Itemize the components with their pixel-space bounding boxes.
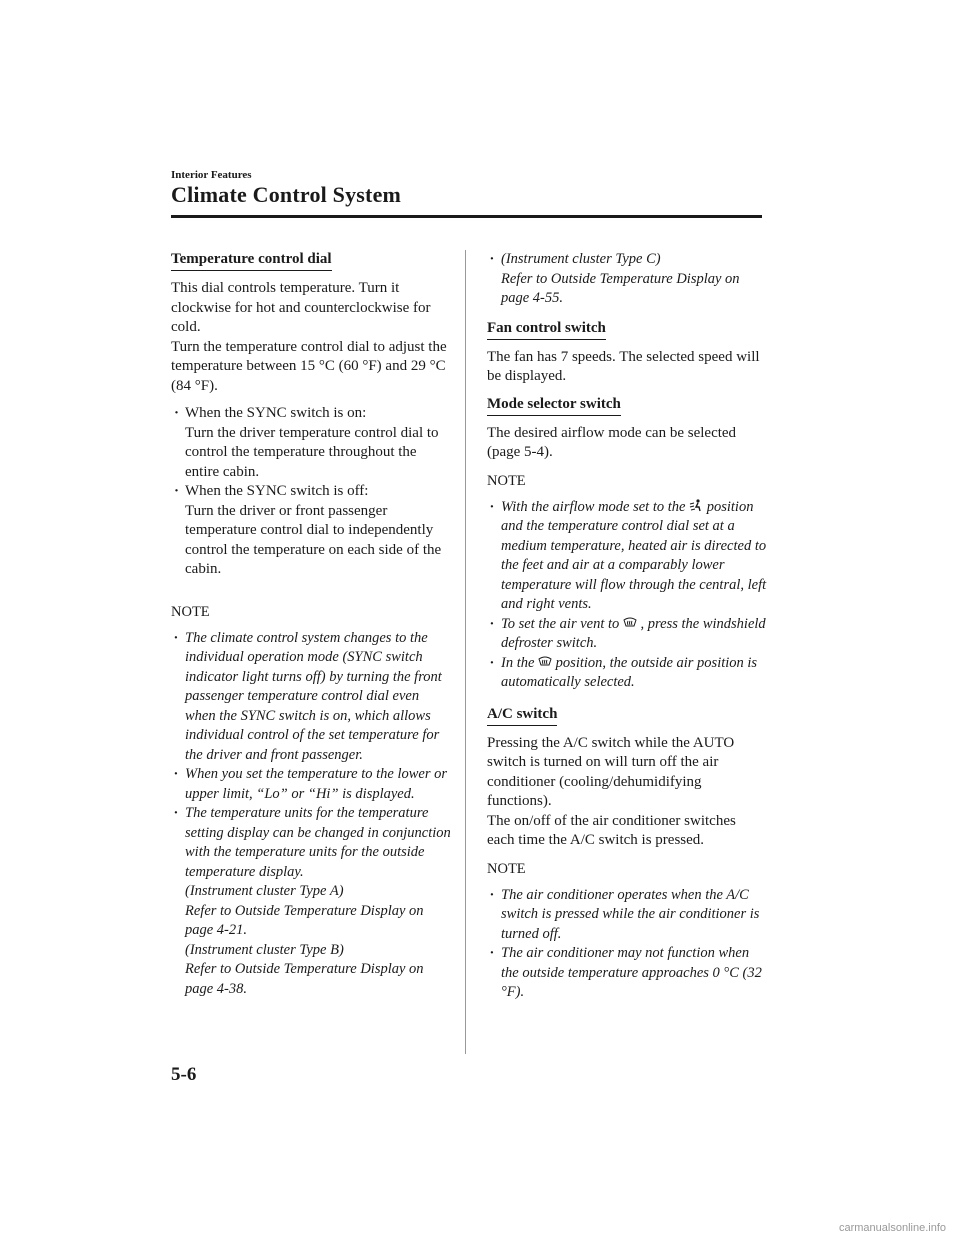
note-text: , press the windshield defroster switch. — [501, 615, 766, 651]
mode-selector-heading: Mode selector switch — [487, 396, 621, 416]
note-text: position, the outside air position is automatically selected. — [501, 654, 758, 690]
sync-bullet-list — [171, 404, 451, 580]
note-label: NOTE — [487, 472, 526, 489]
section-label: Interior Features — [171, 169, 252, 181]
temperature-paragraph-1: This dial controls temperature. Turn it clockwise for hot and counterclockwise for cold. — [171, 280, 431, 335]
windshield-defroster-icon — [538, 655, 552, 667]
note-text: position and the temperature control dial set at a medium temperature, heated air is directed to the feet and air at a comparably lower temperature will flow through the central, left and right vents. — [501, 498, 767, 612]
list-item: · The climate control system changes to the individual operation mode (SYNC switch indicator light turns off) by turning the front passenger temperature control dial even when the SYNC switch is on, which allows individual control of the set temperature for the driver and front passenger. — [171, 629, 451, 766]
continued-note-list — [487, 250, 767, 309]
page-title: Climate Control System — [171, 182, 402, 207]
note-list — [171, 629, 451, 1000]
temperature-dial-heading: Temperature control dial — [171, 251, 332, 271]
list-item: · When you set the temperature to the lower or upper limit, “Lo” or “Hi” is displayed. — [171, 765, 451, 804]
ac-paragraph-1: Pressing the A/C switch while the AUTO switch is turned on will turn off the air conditioner (cooling/dehumidifying functions). — [487, 734, 735, 809]
fan-paragraph: The fan has 7 speeds. The selected speed will be displayed. — [487, 348, 760, 384]
left-column — [171, 250, 451, 999]
note-label: NOTE — [487, 860, 526, 877]
list-item: · The air conditioner may not function when the outside temperature approaches 0 °C (32 °F). — [487, 944, 767, 1003]
page-number: 5-6 — [171, 1064, 197, 1085]
windshield-defroster-icon — [623, 616, 637, 628]
list-item: · The air conditioner operates when the A/C switch is pressed while the air conditioner is turned off. — [487, 886, 767, 945]
list-item — [487, 498, 767, 615]
note-label: NOTE — [171, 603, 210, 620]
floor-defrost-mode-icon — [689, 499, 703, 511]
list-item — [487, 615, 767, 654]
ac-switch-heading: A/C switch — [487, 706, 557, 726]
temperature-paragraph-2: Turn the temperature control dial to adjust the temperature between 15 °C (60 °F) and 29 °C (84 °F). — [171, 338, 447, 394]
watermark-link[interactable]: carmanualsonline.info — [838, 1222, 946, 1234]
list-item-continued: · (Instrument cluster Type C) Refer to Outside Temperature Display on page 4-55. — [487, 250, 767, 309]
note-text: With the airflow mode set to the — [501, 498, 686, 515]
column-divider — [465, 250, 466, 1054]
list-item: · When the SYNC switch is off: Turn the driver or front passenger temperature control dial to independently control the temperature on each side of the cabin. — [171, 482, 451, 580]
note-text: To set the air vent to — [501, 615, 620, 632]
list-item: · When the SYNC switch is on: Turn the driver temperature control dial to control the temperature throughout the entire cabin. — [171, 404, 451, 482]
note-text: In the — [501, 654, 535, 671]
list-item — [487, 654, 767, 693]
ac-paragraph-2: The on/off of the air conditioner switches each time the A/C switch is pressed. — [487, 812, 736, 848]
fan-control-heading: Fan control switch — [487, 320, 606, 340]
title-rule — [171, 215, 762, 218]
mode-paragraph: The desired airflow mode can be selected (page 5-4). — [487, 424, 737, 460]
mode-note-list — [487, 498, 767, 693]
ac-note-list — [487, 886, 767, 1003]
list-item: · The temperature units for the temperature setting display can be changed in conjunction with the temperature units for the outside temperature display. (Instrument cluster Type A) Refer to Outside Temperature Display on page 4-21. (Instrument cluster Type B) Refer to Outside Temperature Display on page 4-38. — [171, 804, 451, 999]
right-column — [487, 250, 767, 1003]
